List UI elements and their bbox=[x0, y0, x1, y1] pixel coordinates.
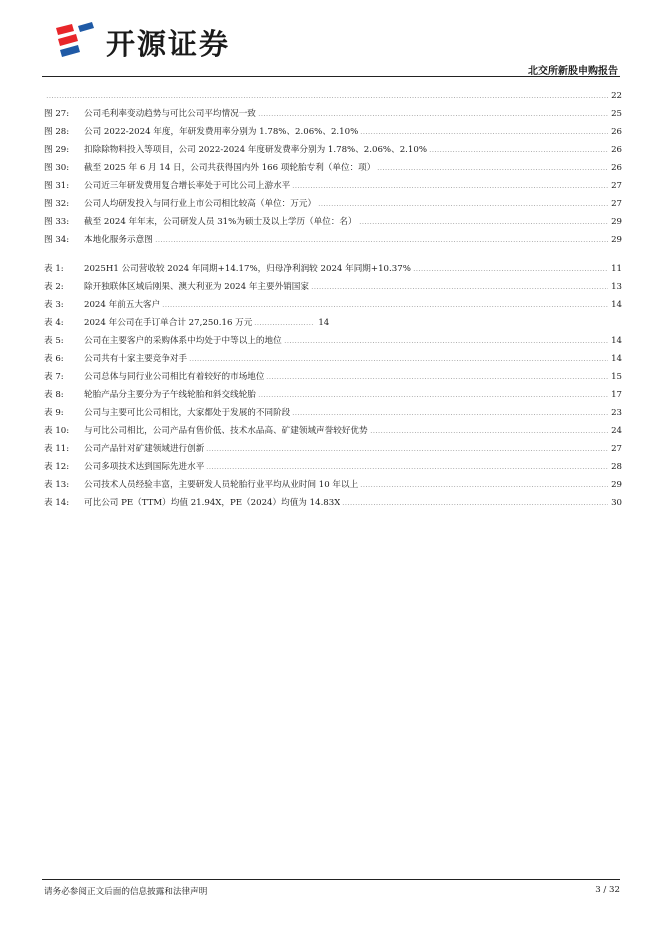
toc-title: 2024 年公司在手订单合计 27,250.16 万元 bbox=[84, 318, 253, 328]
toc-page-number: 27 bbox=[611, 181, 622, 191]
toc-label: 表 3: bbox=[44, 300, 64, 310]
leader-dots bbox=[318, 205, 608, 206]
toc-title: 2025H1 公司营收较 2024 年同期+14.17%，归母净利润较 2024 年同期+10.37% bbox=[84, 264, 411, 274]
toc-entry[interactable] bbox=[44, 328, 622, 346]
toc-page-number: 29 bbox=[611, 217, 622, 227]
leader-dots bbox=[370, 432, 608, 433]
toc-title: 公司总体与同行业公司相比有着较好的市场地位 bbox=[84, 372, 265, 382]
toc-title: 除开独联体区域后刚果、澳大利亚为 2024 年主要外销国家 bbox=[84, 282, 309, 292]
toc-page-number: 24 bbox=[611, 426, 622, 436]
toc-entry[interactable] bbox=[44, 292, 622, 310]
toc-entry[interactable] bbox=[44, 490, 622, 508]
toc-page-number: 15 bbox=[611, 372, 622, 382]
toc-title: 公司在主要客户的采购体系中均处于中等以上的地位 bbox=[84, 336, 282, 346]
leader-dots bbox=[254, 324, 314, 325]
toc-entry[interactable] bbox=[44, 382, 622, 400]
page-indicator: 3 / 32 bbox=[595, 885, 620, 895]
toc-entry[interactable] bbox=[44, 155, 622, 173]
toc-title: 截至 2025 年 6 月 14 日，公司共获得国内外 166 项轮胎专利（单位：项） bbox=[84, 163, 376, 173]
header-divider bbox=[42, 76, 620, 77]
toc-page-number: 14 bbox=[611, 300, 622, 310]
report-type: 北交所新股申购报告 bbox=[528, 66, 618, 77]
toc-label: 图 32: bbox=[44, 199, 70, 209]
leader-dots bbox=[155, 241, 608, 242]
toc-entry[interactable] bbox=[44, 191, 622, 209]
toc-title: 公司 2022-2024 年度，年研发费用率分别为 1.78%、2.06%、2.10% bbox=[84, 127, 359, 137]
toc-page-number: 22 bbox=[611, 91, 622, 101]
toc-title: 轮胎产品分主要分为子午线轮胎和斜交线轮胎 bbox=[84, 390, 256, 400]
toc-label: 图 31: bbox=[44, 181, 70, 191]
toc-label: 表 2: bbox=[44, 282, 64, 292]
company-name: 开源证券 bbox=[106, 26, 231, 61]
toc-label: 表 7: bbox=[44, 372, 64, 382]
leader-dots bbox=[359, 223, 608, 224]
toc-title: 2024 年前五大客户 bbox=[84, 300, 161, 310]
toc-page-number: 27 bbox=[611, 444, 622, 454]
toc-title: 本地化服务示意图 bbox=[84, 235, 153, 245]
toc-page-number: 28 bbox=[611, 462, 622, 472]
toc-title: 与可比公司相比，公司产品有售价低、技术水品高、矿建领域声誉较好优势 bbox=[84, 426, 368, 436]
toc-page-number: 17 bbox=[611, 390, 622, 400]
leader-dots bbox=[258, 115, 608, 116]
leader-dots bbox=[162, 306, 608, 307]
toc-title: 公司多项技术达到国际先进水平 bbox=[84, 462, 205, 472]
toc-label: 表 1: bbox=[44, 264, 64, 274]
toc-page-number: 13 bbox=[611, 282, 622, 292]
toc-title: 扣除除物料投入等项目，公司 2022-2024 年度研发费率分别为 1.78%、2.06%、2.10% bbox=[84, 145, 427, 155]
leader-dots bbox=[189, 360, 608, 361]
toc-title: 截至 2024 年年末，公司研发人员 31%为硕士及以上学历（单位：名） bbox=[84, 217, 357, 227]
toc-entry[interactable] bbox=[44, 227, 622, 245]
toc-label: 表 10: bbox=[44, 426, 70, 436]
toc-entry[interactable] bbox=[44, 364, 622, 382]
leader-dots bbox=[413, 270, 608, 271]
footer-disclaimer: 请务必参阅正文后面的信息披露和法律声明 bbox=[44, 887, 208, 897]
toc-entry[interactable] bbox=[44, 346, 622, 364]
leader-dots bbox=[429, 151, 608, 152]
leader-dots bbox=[292, 414, 608, 415]
toc-label: 表 9: bbox=[44, 408, 64, 418]
toc-label: 表 14: bbox=[44, 498, 70, 508]
table-list bbox=[44, 256, 622, 508]
toc-page-number: 14 bbox=[318, 318, 330, 328]
toc-page-number: 14 bbox=[611, 336, 622, 346]
toc-label: 表 13: bbox=[44, 480, 70, 490]
toc-page-number: 26 bbox=[611, 145, 622, 155]
toc-title: 公司与主要可比公司相比，大家都处于发展的不同阶段 bbox=[84, 408, 291, 418]
leader-dots bbox=[284, 342, 608, 343]
figure-list bbox=[44, 83, 622, 245]
toc-page-number: 25 bbox=[611, 109, 622, 119]
toc-page-number: 26 bbox=[611, 163, 622, 173]
toc-entry[interactable] bbox=[44, 436, 622, 454]
toc-page-number: 23 bbox=[611, 408, 622, 418]
toc-entry[interactable] bbox=[44, 400, 622, 418]
toc-entry[interactable] bbox=[44, 418, 622, 436]
leader-dots bbox=[342, 504, 608, 505]
leader-dots bbox=[360, 133, 608, 134]
toc-title: 公司技术人员经验丰富，主要研发人员轮胎行业平均从业时间 10 年以上 bbox=[84, 480, 359, 490]
toc-page-number: 26 bbox=[611, 127, 622, 137]
toc-entry[interactable] bbox=[44, 310, 622, 328]
toc-entry[interactable] bbox=[44, 173, 622, 191]
leader-dots bbox=[311, 288, 608, 289]
leader-dots bbox=[266, 378, 608, 379]
leader-dots bbox=[258, 396, 608, 397]
toc-label: 图 27: bbox=[44, 109, 70, 119]
leader-dots bbox=[206, 450, 608, 451]
toc-entry[interactable] bbox=[44, 101, 622, 119]
toc-label: 图 29: bbox=[44, 145, 70, 155]
toc-label: 图 34: bbox=[44, 235, 70, 245]
leader-dots bbox=[360, 486, 608, 487]
toc-label: 图 33: bbox=[44, 217, 70, 227]
toc-label: 表 11: bbox=[44, 444, 70, 454]
company-logo-icon bbox=[52, 22, 96, 62]
toc-entry[interactable] bbox=[44, 256, 622, 274]
toc-entry[interactable] bbox=[44, 454, 622, 472]
figure-list-continued-row[interactable] bbox=[44, 83, 622, 101]
toc-label: 图 30: bbox=[44, 163, 70, 173]
toc-entry[interactable] bbox=[44, 209, 622, 227]
toc-page-number: 29 bbox=[611, 235, 622, 245]
toc-entry[interactable] bbox=[44, 137, 622, 155]
toc-entry[interactable] bbox=[44, 119, 622, 137]
toc-title: 公司毛利率变动趋势与可比公司平均情况一致 bbox=[84, 109, 256, 119]
toc-title: 公司人均研发投入与同行业上市公司相比较高（单位：万元） bbox=[84, 199, 317, 209]
leader-dots bbox=[46, 97, 608, 98]
toc-title: 可比公司 PE（TTM）均值 21.94X，PE（2024）均值为 14.83X bbox=[84, 498, 341, 508]
toc-entry[interactable] bbox=[44, 274, 622, 292]
leader-dots bbox=[377, 169, 608, 170]
toc-label: 表 6: bbox=[44, 354, 64, 364]
company-logo bbox=[52, 22, 230, 62]
toc-label: 图 28: bbox=[44, 127, 70, 137]
toc-label: 表 12: bbox=[44, 462, 70, 472]
toc-label: 表 5: bbox=[44, 336, 64, 346]
toc-page-number: 30 bbox=[611, 498, 622, 508]
toc-label: 表 4: bbox=[44, 318, 64, 328]
footer-divider bbox=[42, 879, 620, 880]
toc-title: 公司产品针对矿建领域进行创新 bbox=[84, 444, 205, 454]
toc-label: 表 8: bbox=[44, 390, 64, 400]
toc-title: 公司近三年研发费用复合增长率处于可比公司上游水平 bbox=[84, 181, 291, 191]
toc-page-number: 14 bbox=[611, 354, 622, 364]
toc-page-number: 27 bbox=[611, 199, 622, 209]
toc-page-number: 29 bbox=[611, 480, 622, 490]
toc-page-number: 11 bbox=[611, 264, 622, 274]
leader-dots bbox=[206, 468, 608, 469]
toc-entry[interactable] bbox=[44, 472, 622, 490]
leader-dots bbox=[292, 187, 608, 188]
toc-title: 公司共有十家主要竞争对手 bbox=[84, 354, 188, 364]
